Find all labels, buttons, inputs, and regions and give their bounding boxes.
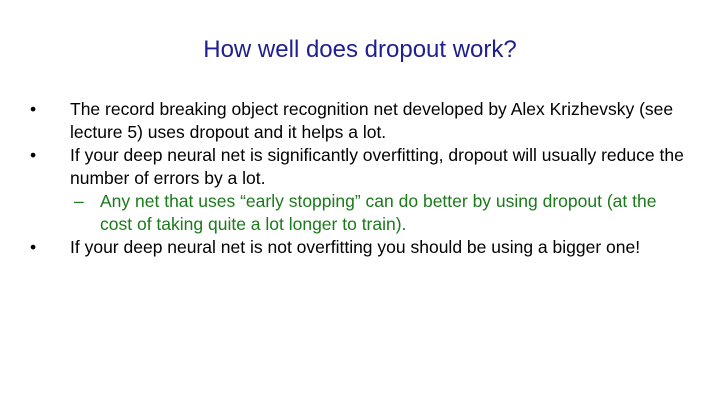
bullet-item bbox=[30, 236, 690, 259]
bullet-marker: • bbox=[30, 237, 37, 257]
bullet-list bbox=[0, 98, 720, 259]
bullet-marker: • bbox=[30, 145, 37, 165]
bullet-item bbox=[30, 144, 690, 190]
slide-title: How well does dropout work? bbox=[203, 36, 517, 63]
bullet-item bbox=[30, 98, 690, 144]
bullet-marker: • bbox=[30, 99, 37, 119]
bullet-text: The record breaking object recognition net developed by Alex Krizhevsky (see lecture 5) uses dropout and it helps a lot. bbox=[70, 99, 674, 142]
bullet-text: If your deep neural net is not overfitting you should be using a bigger one! bbox=[70, 237, 641, 257]
sub-bullet-item bbox=[74, 190, 690, 236]
sub-bullet-text: Any net that uses “early stopping” can do better by using dropout (at the cost of taking quite a lot longer to train). bbox=[100, 191, 657, 234]
bullet-text: If your deep neural net is significantly overfitting, dropout will usually reduce the number of errors by a lot. bbox=[70, 145, 684, 188]
sub-bullet-marker: – bbox=[74, 191, 84, 211]
